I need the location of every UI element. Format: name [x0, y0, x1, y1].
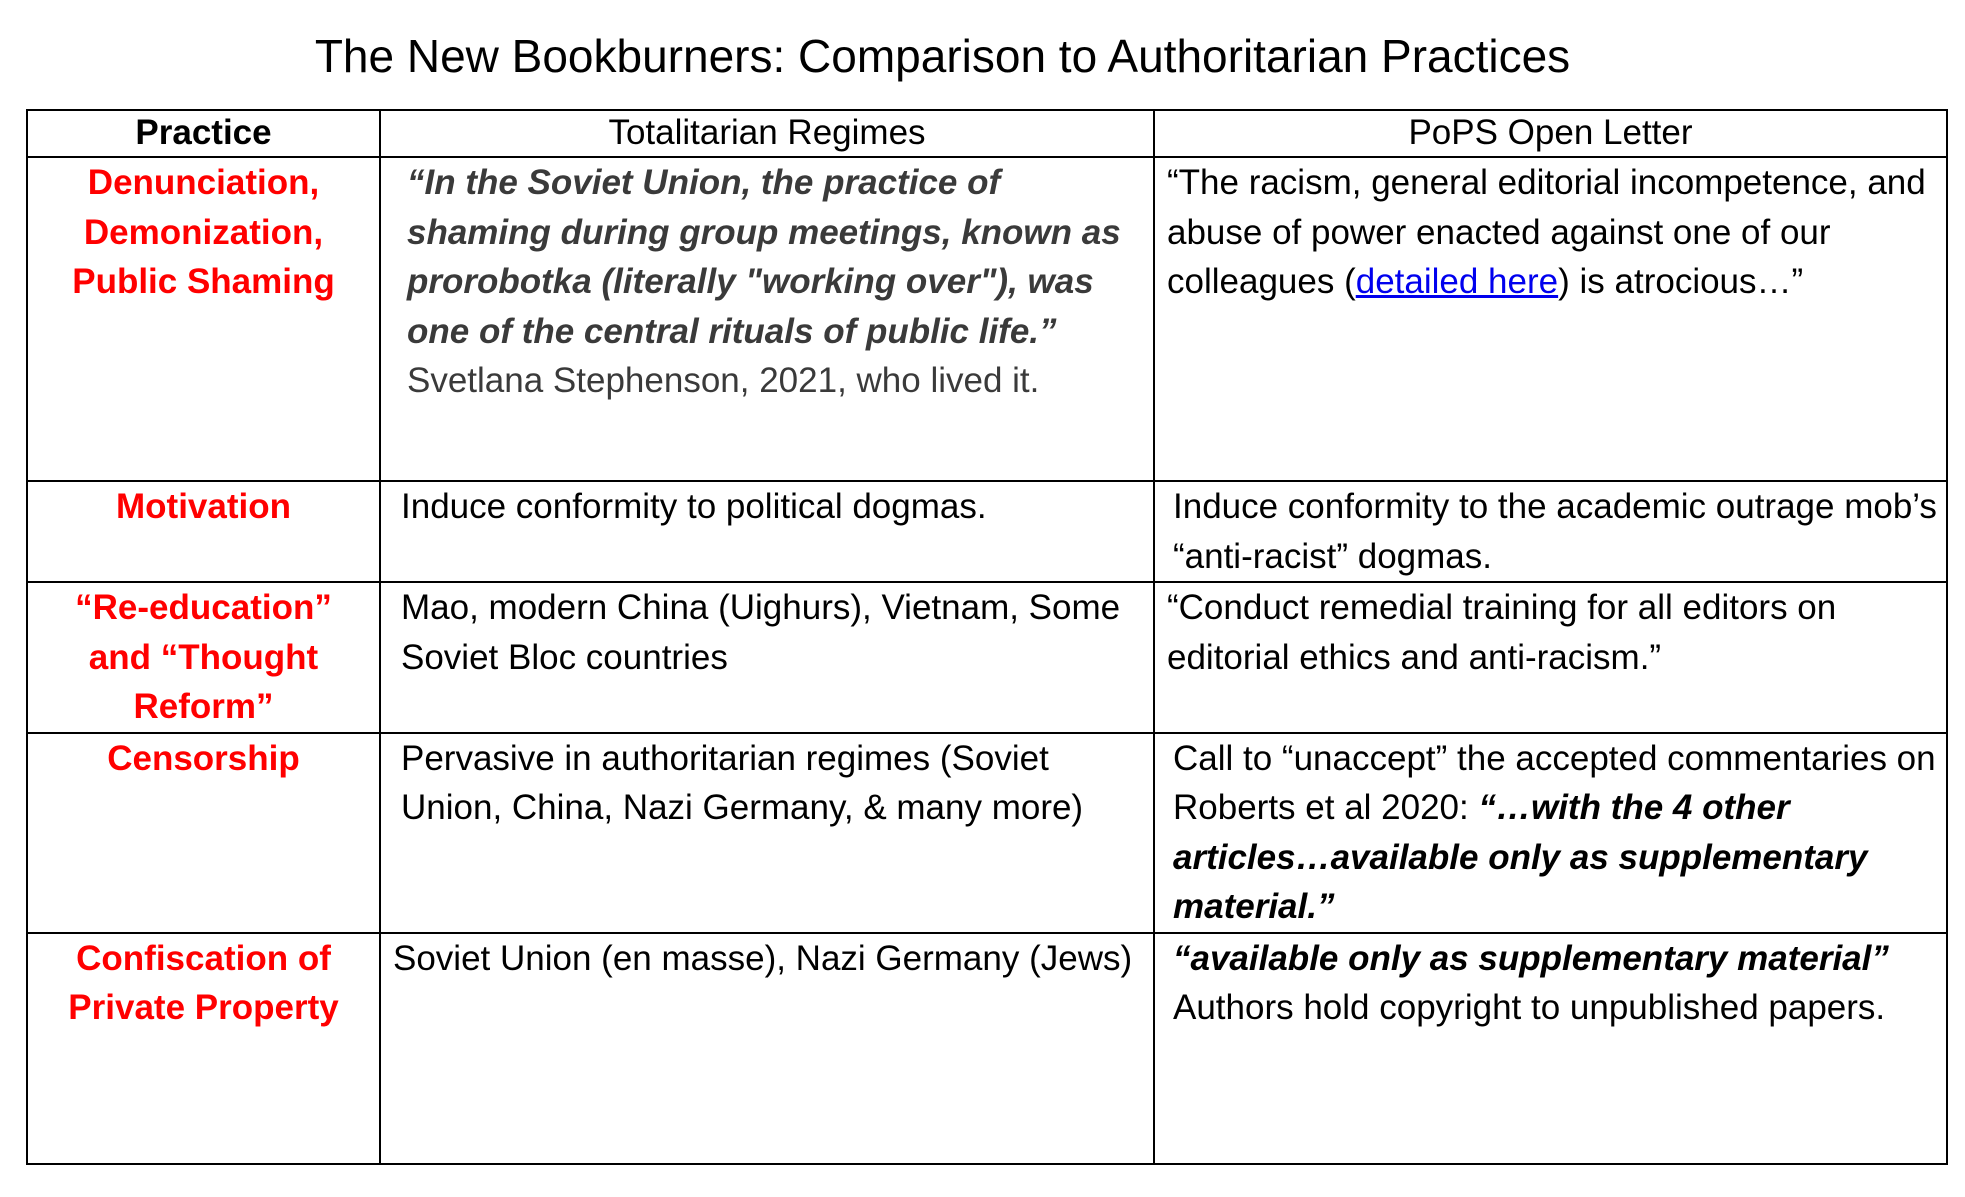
- table-row: [27, 733, 1947, 933]
- table-header-row: [27, 110, 1947, 157]
- letter-cell: “The racism, general editorial incompetence, and abuse of power enacted against one of our colleagues (detailed here) is atrocious…”: [1154, 157, 1947, 481]
- letter-cell: Call to “unaccept” the accepted commentaries on Roberts et al 2020: “…with the 4 other articles…available only as supplementary material.”: [1154, 733, 1947, 933]
- regimes-cell: Pervasive in authoritarian regimes (Soviet Union, China, Nazi Germany, & many more): [380, 733, 1154, 933]
- quote-text: “…with the 4 other articles…available only as supplementary material.”: [1173, 788, 1868, 926]
- header-totalitarian-regimes: Totalitarian Regimes: [380, 110, 1154, 157]
- regimes-cell: Mao, modern China (Uighurs), Vietnam, Some Soviet Bloc countries: [380, 582, 1154, 733]
- letter-cell: “available only as supplementary material” Authors hold copyright to unpublished papers.: [1154, 933, 1947, 1164]
- practice-cell: “Re-education” and “Thought Reform”: [27, 582, 380, 733]
- practice-cell: Confiscation of Private Property: [27, 933, 380, 1164]
- practice-cell: Denunciation, Demonization, Public Shaming: [27, 157, 380, 481]
- practice-cell: Motivation: [27, 481, 380, 582]
- practice-cell: Censorship: [27, 733, 380, 933]
- letter-cell: Induce conformity to the academic outrage mob’s “anti-racist” dogmas.: [1154, 481, 1947, 582]
- regimes-cell: Soviet Union (en masse), Nazi Germany (Jews): [380, 933, 1154, 1164]
- regimes-cell: Induce conformity to political dogmas.: [380, 481, 1154, 582]
- letter-cell: “Conduct remedial training for all editors on editorial ethics and anti-racism.”: [1154, 582, 1947, 733]
- detailed-here-link[interactable]: detailed here: [1355, 262, 1559, 301]
- table-row: [27, 157, 1947, 481]
- quote-text: “available only as supplementary material”: [1173, 938, 1889, 978]
- header-practice: Practice: [27, 110, 380, 157]
- header-pops-open-letter: PoPS Open Letter: [1154, 110, 1947, 157]
- table-row: [27, 481, 1947, 582]
- comparison-table: [26, 109, 1948, 1165]
- table-row: [27, 582, 1947, 733]
- page-title: The New Bookburners: Comparison to Authoritarian Practices: [314, 30, 1571, 82]
- table-row: [27, 933, 1947, 1164]
- quote-text: “In the Soviet Union, the practice of shaming during group meetings, known as prorobotka (literally "working over"), was one of the central rituals of public life.”: [407, 163, 1121, 351]
- regimes-cell: [380, 157, 1154, 481]
- quote-source: Svetlana Stephenson, 2021, who lived it.: [407, 361, 1040, 400]
